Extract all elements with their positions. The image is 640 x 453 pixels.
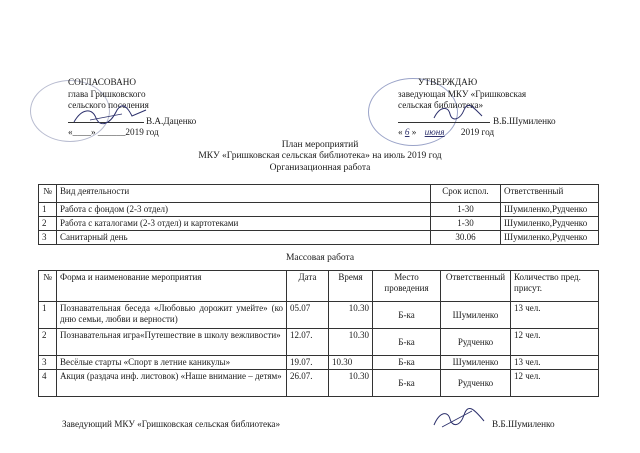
cell-venue: Б-ка xyxy=(373,302,441,329)
cell-number: 2 xyxy=(39,329,57,356)
approval-left-line2: сельского поселения xyxy=(68,100,149,110)
header-venue: Место проведения xyxy=(373,271,441,302)
cell-event: Акция (раздача инф. листовок) «Наше внимание – детям» xyxy=(57,370,287,397)
cell-venue: Б-ка xyxy=(373,356,441,370)
table-header-row xyxy=(39,185,599,203)
table-row xyxy=(39,217,599,231)
cell-deadline: 30.06 xyxy=(431,231,501,245)
header-responsible: Ответственный xyxy=(441,271,511,302)
signature-left xyxy=(70,104,150,126)
mass-work-table xyxy=(38,270,599,397)
header-event: Форма и наименование мероприятия xyxy=(57,271,287,302)
cell-event: Познавательная игра«Путешествие в школу вежливости» xyxy=(57,329,287,356)
header-responsible: Ответственный xyxy=(501,185,599,203)
approval-right-line1: заведующая МКУ «Гришковская xyxy=(398,89,527,99)
cell-time: 10.30 xyxy=(329,356,373,370)
cell-responsible: Шумиленко xyxy=(441,302,511,329)
header-number: № xyxy=(39,271,57,302)
cell-time: 10.30 xyxy=(329,370,373,397)
cell-responsible: Шумиленко xyxy=(441,356,511,370)
header-number: № xyxy=(39,185,57,203)
cell-date: 19.07. xyxy=(287,356,329,370)
table-row xyxy=(39,356,599,370)
cell-count: 12 чел. xyxy=(511,370,599,397)
header-time: Время xyxy=(329,271,373,302)
organizational-work-table xyxy=(38,184,599,245)
plan-subtitle: МКУ «Гришковская сельская библиотека» на июль 2019 год xyxy=(198,151,442,161)
cell-activity: Санитарный день xyxy=(57,231,431,245)
cell-number: 1 xyxy=(39,302,57,329)
approval-right-date-day: 6 xyxy=(404,127,410,137)
header-count: Количество пред. присут. xyxy=(511,271,599,302)
cell-number: 3 xyxy=(39,231,57,245)
cell-responsible: Шумиленко,Рудченко xyxy=(501,231,599,245)
cell-venue: Б-ка xyxy=(373,329,441,356)
cell-time: 10.30 xyxy=(329,302,373,329)
approval-right-date-year: 2019 год xyxy=(460,127,495,137)
cell-responsible: Рудченко xyxy=(441,329,511,356)
table-row xyxy=(39,370,599,397)
plan-title: План мероприятий xyxy=(281,140,359,150)
cell-activity: Работа с каталогами (2-3 отдел) и картотеками xyxy=(57,217,431,231)
table-header-row xyxy=(39,271,599,302)
approval-left-line1: глава Гришковского xyxy=(68,89,146,99)
approval-right-date: « 6 » июня 2019 год xyxy=(398,127,495,137)
header-activity: Вид деятельности xyxy=(57,185,431,203)
header-date: Дата xyxy=(287,271,329,302)
cell-event: Познавательная беседа «Любовью дорожит умейте» (ко дню семьи, любви и верности) xyxy=(57,302,287,329)
approval-right-signer: В.Б.Шумиленко xyxy=(493,116,556,126)
cell-responsible: Рудченко xyxy=(441,370,511,397)
footer-signature xyxy=(428,405,490,431)
section-title-mass: Массовая работа xyxy=(285,253,355,263)
cell-count: 12 чел. xyxy=(511,329,599,356)
table-row xyxy=(39,302,599,329)
table-row xyxy=(39,329,599,356)
cell-number: 3 xyxy=(39,356,57,370)
header-deadline: Срок испол. xyxy=(431,185,501,203)
cell-deadline: 1-30 xyxy=(431,203,501,217)
footer-signer: В.Б.Шумиленко xyxy=(492,419,555,429)
cell-number: 1 xyxy=(39,203,57,217)
cell-count: 13 чел. xyxy=(511,302,599,329)
cell-deadline: 1-30 xyxy=(431,217,501,231)
approval-left-heading: СОГЛАСОВАНО xyxy=(68,77,137,87)
approval-right-date-month: июня xyxy=(424,127,445,137)
cell-responsible: Шумиленко,Рудченко xyxy=(501,217,599,231)
approval-left-signer: В.А.Даценко xyxy=(146,116,197,126)
cell-number: 2 xyxy=(39,217,57,231)
cell-event: Весёлые старты «Спорт в летние каникулы» xyxy=(57,356,287,370)
cell-activity: Работа с фондом (2-3 отдел) xyxy=(57,203,431,217)
approval-right-heading: УТВЕРЖДАЮ xyxy=(418,77,478,87)
cell-number: 4 xyxy=(39,370,57,397)
cell-date: 26.07. xyxy=(287,370,329,397)
approval-left-date: «____» ______2019 год xyxy=(68,127,159,137)
footer-position: Заведующий МКУ «Гришковская сельская библиотека» xyxy=(62,419,281,429)
cell-count: 13 чел. xyxy=(511,356,599,370)
table-row xyxy=(39,231,599,245)
cell-time: 10.30 xyxy=(329,329,373,356)
cell-venue: Б-ка xyxy=(373,370,441,397)
table-row xyxy=(39,203,599,217)
cell-date: 12.07. xyxy=(287,329,329,356)
cell-date: 05.07 xyxy=(287,302,329,329)
signature-right xyxy=(430,102,490,124)
cell-responsible: Шумиленко,Рудченко xyxy=(501,203,599,217)
approval-right-line2: сельская библиотека» xyxy=(398,100,484,110)
section-title-organizational: Организационная работа xyxy=(269,163,371,173)
